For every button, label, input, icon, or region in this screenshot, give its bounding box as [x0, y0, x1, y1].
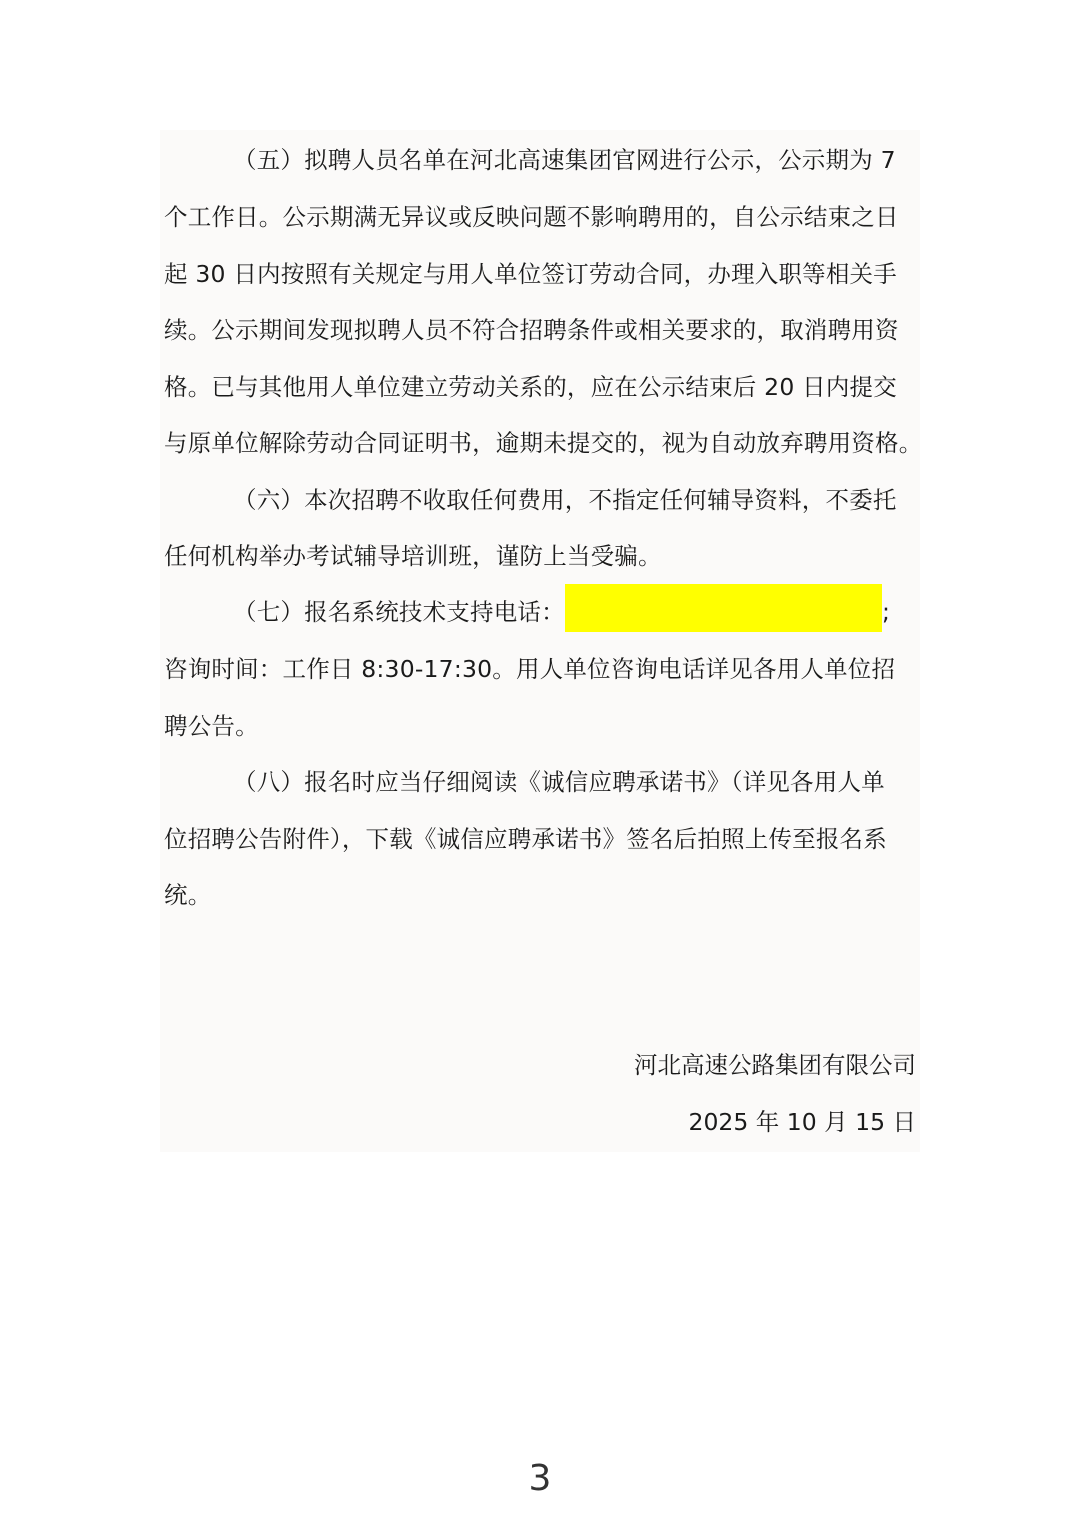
paragraph-8-line-1: （八）报名时应当仔细阅读《诚信应聘承诺书》（详见各用人单: [233, 768, 885, 796]
paragraph-8-line-2: 位招聘公告附件），下载《诚信应聘承诺书》签名后拍照上传至报名系: [164, 825, 887, 853]
paragraph-7-lead: （七）报名系统技术支持电话：: [233, 598, 565, 626]
paragraph-6-line-2: 任何机构举办考试辅导培训班，谨防上当受骗。: [164, 542, 662, 570]
paragraph-5-line-6: 与原单位解除劳动合同证明书，逾期未提交的，视为自动放弃聘用资格。: [164, 429, 923, 457]
paragraph-7-line-2: 咨询时间：工作日 8:30-17:30。用人单位咨询电话详见各用人单位招: [164, 655, 896, 683]
paragraph-8-line-3: 统。: [164, 881, 212, 909]
paragraph-7-trail: ;: [882, 598, 890, 626]
signature-organization: 河北高速公路集团有限公司: [634, 1051, 916, 1079]
paragraph-5-line-4: 续。公示期间发现拟聘人员不符合招聘条件或相关要求的，取消聘用资: [164, 316, 899, 344]
paragraph-7-line-3: 聘公告。: [164, 712, 259, 740]
redacted-phone-number: [565, 584, 882, 632]
paragraph-5-line-5: 格。已与其他用人单位建立劳动关系的，应在公示结束后 20 日内提交: [164, 373, 897, 401]
paragraph-5-line-1: （五）拟聘人员名单在河北高速集团官网进行公示，公示期为 7: [233, 146, 896, 174]
paragraph-5-line-2: 个工作日。公示期满无异议或反映问题不影响聘用的，自公示结束之日: [164, 203, 899, 231]
page-number: 3: [528, 1458, 552, 1499]
paragraph-6-line-1: （六）本次招聘不收取任何费用，不指定任何辅导资料，不委托: [233, 486, 897, 514]
paragraph-5-line-3: 起 30 日内按照有关规定与用人单位签订劳动合同，办理入职等相关手: [164, 260, 897, 288]
signature-date: 2025 年 10 月 15 日: [688, 1108, 916, 1136]
